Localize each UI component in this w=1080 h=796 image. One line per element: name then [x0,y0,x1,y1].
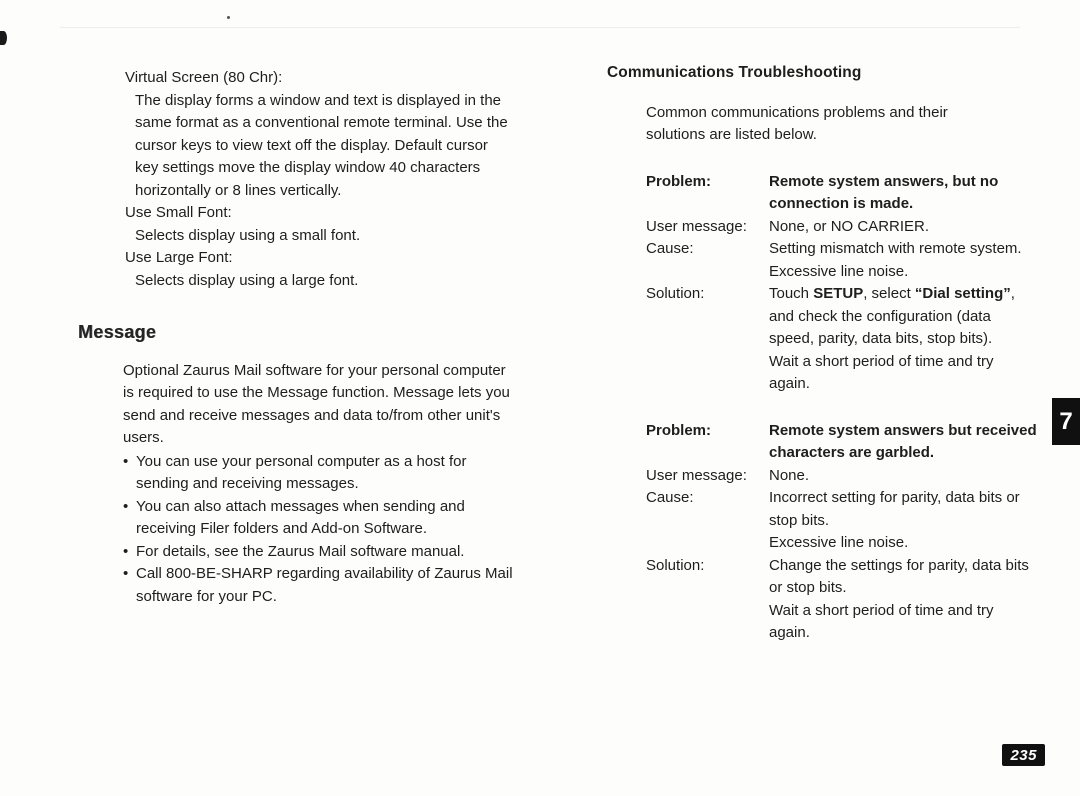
user-message-row [646,216,1039,239]
problem-block-1 [607,171,1039,396]
bullet-icon: • [123,452,129,470]
bullet-icon: • [123,565,129,582]
virtual-screen-description: The display forms a window and text is displayed in the same format as a conventional remote terminal. Use the cursor keys to view text off the display. Default cursor key settings move the display window 40 characters horizontally or 8 lines vertically. [135,91,508,199]
solution-line: Wait a short period of time and try again. [769,352,994,392]
scan-artifact [60,27,1020,28]
solution-text: , and check the configuration (data speed, parity, data bits, stop bits). [769,285,1015,347]
problem-block-2 [607,420,1039,645]
cause-label: Cause: [646,240,694,257]
cause-row [646,487,1039,555]
message-bullet-list [123,451,513,609]
message-intro-paragraph: Optional Zaurus Mail software for your personal computer is required to use the Message function. Message lets you send and receive messages and data to/from other unit's users. [123,361,510,446]
solution-line: Wait a short period of time and try again. [769,601,994,641]
bullet-icon: • [123,497,129,515]
communications-troubleshooting-heading: Communications Troubleshooting [607,64,862,81]
bullet-item [123,541,513,564]
bullet-text: You can use your personal computer as a host for sending and receiving messages. [136,452,467,492]
cause-line: Excessive line noise. [769,262,909,280]
page-number-badge [1002,744,1045,766]
bullet-icon: • [123,542,129,560]
scan-artifact [0,31,7,45]
definition-small-font [78,202,514,247]
cause-line: Setting mismatch with remote system. [769,240,1022,257]
definition-virtual-screen [78,67,514,202]
user-message-value: None, or NO CARRIER. [769,217,930,235]
solution-label: Solution: [646,556,705,574]
small-font-term: Use Small Font: [125,204,232,221]
virtual-screen-term: Virtual Screen (80 Chr): [125,69,283,86]
troubleshooting-intro: Common communications problems and their solutions are listed below. [646,103,948,143]
definition-large-font [78,247,514,292]
solution-value [769,555,1037,645]
bullet-text: Call 800-BE-SHARP regarding availability of Zaurus Mail software for your PC. [136,565,513,605]
user-message-value: None. [769,466,810,484]
problem-value: Remote system answers, but no connection is made. [769,172,999,212]
scan-artifact [227,16,230,19]
problem-value: Remote system answers but received characters are garbled. [769,421,1037,461]
problem-label: Problem: [646,172,712,190]
problem-row [646,420,1039,465]
chapter-number: 7 [1059,407,1073,435]
solution-keyword-setup: SETUP [813,285,864,302]
solution-row [646,283,1039,396]
message-section-heading: Message [78,322,157,342]
problem-label: Problem: [646,421,712,439]
bullet-item [123,496,513,541]
left-column [78,67,514,608]
solution-text: , select [863,285,915,302]
cause-label: Cause: [646,489,694,506]
solution-text: Touch [769,285,814,302]
cause-line: Incorrect setting for parity, data bits or stop bits. [769,489,1020,529]
cause-line: Excessive line noise. [769,534,909,551]
solution-label: Solution: [646,285,705,302]
chapter-tab [1052,398,1080,445]
user-message-label: User message: [646,217,747,235]
small-font-description: Selects display using a small font. [135,226,361,244]
cause-row [646,238,1039,283]
bullet-text: For details, see the Zaurus Mail software manual. [136,542,465,560]
solution-line: Change the settings for parity, data bits or stop bits. [769,556,1029,596]
bullet-text: You can also attach messages when sending and receiving Filer folders and Add-on Software. [136,497,465,537]
bullet-item [123,563,513,608]
solution-row [646,555,1039,645]
problem-row [646,171,1039,216]
user-message-label: User message: [646,466,747,484]
large-font-description: Selects display using a large font. [135,271,359,289]
cause-value [769,487,1037,555]
right-column [607,62,1039,645]
solution-line [769,283,1037,351]
large-font-term: Use Large Font: [125,249,233,266]
solution-keyword-dial-setting: “Dial setting” [914,285,1011,302]
user-message-row [646,465,1039,488]
bullet-item [123,451,513,496]
page-number: 235 [1010,746,1037,764]
solution-value [769,283,1037,396]
cause-value [769,238,1037,283]
